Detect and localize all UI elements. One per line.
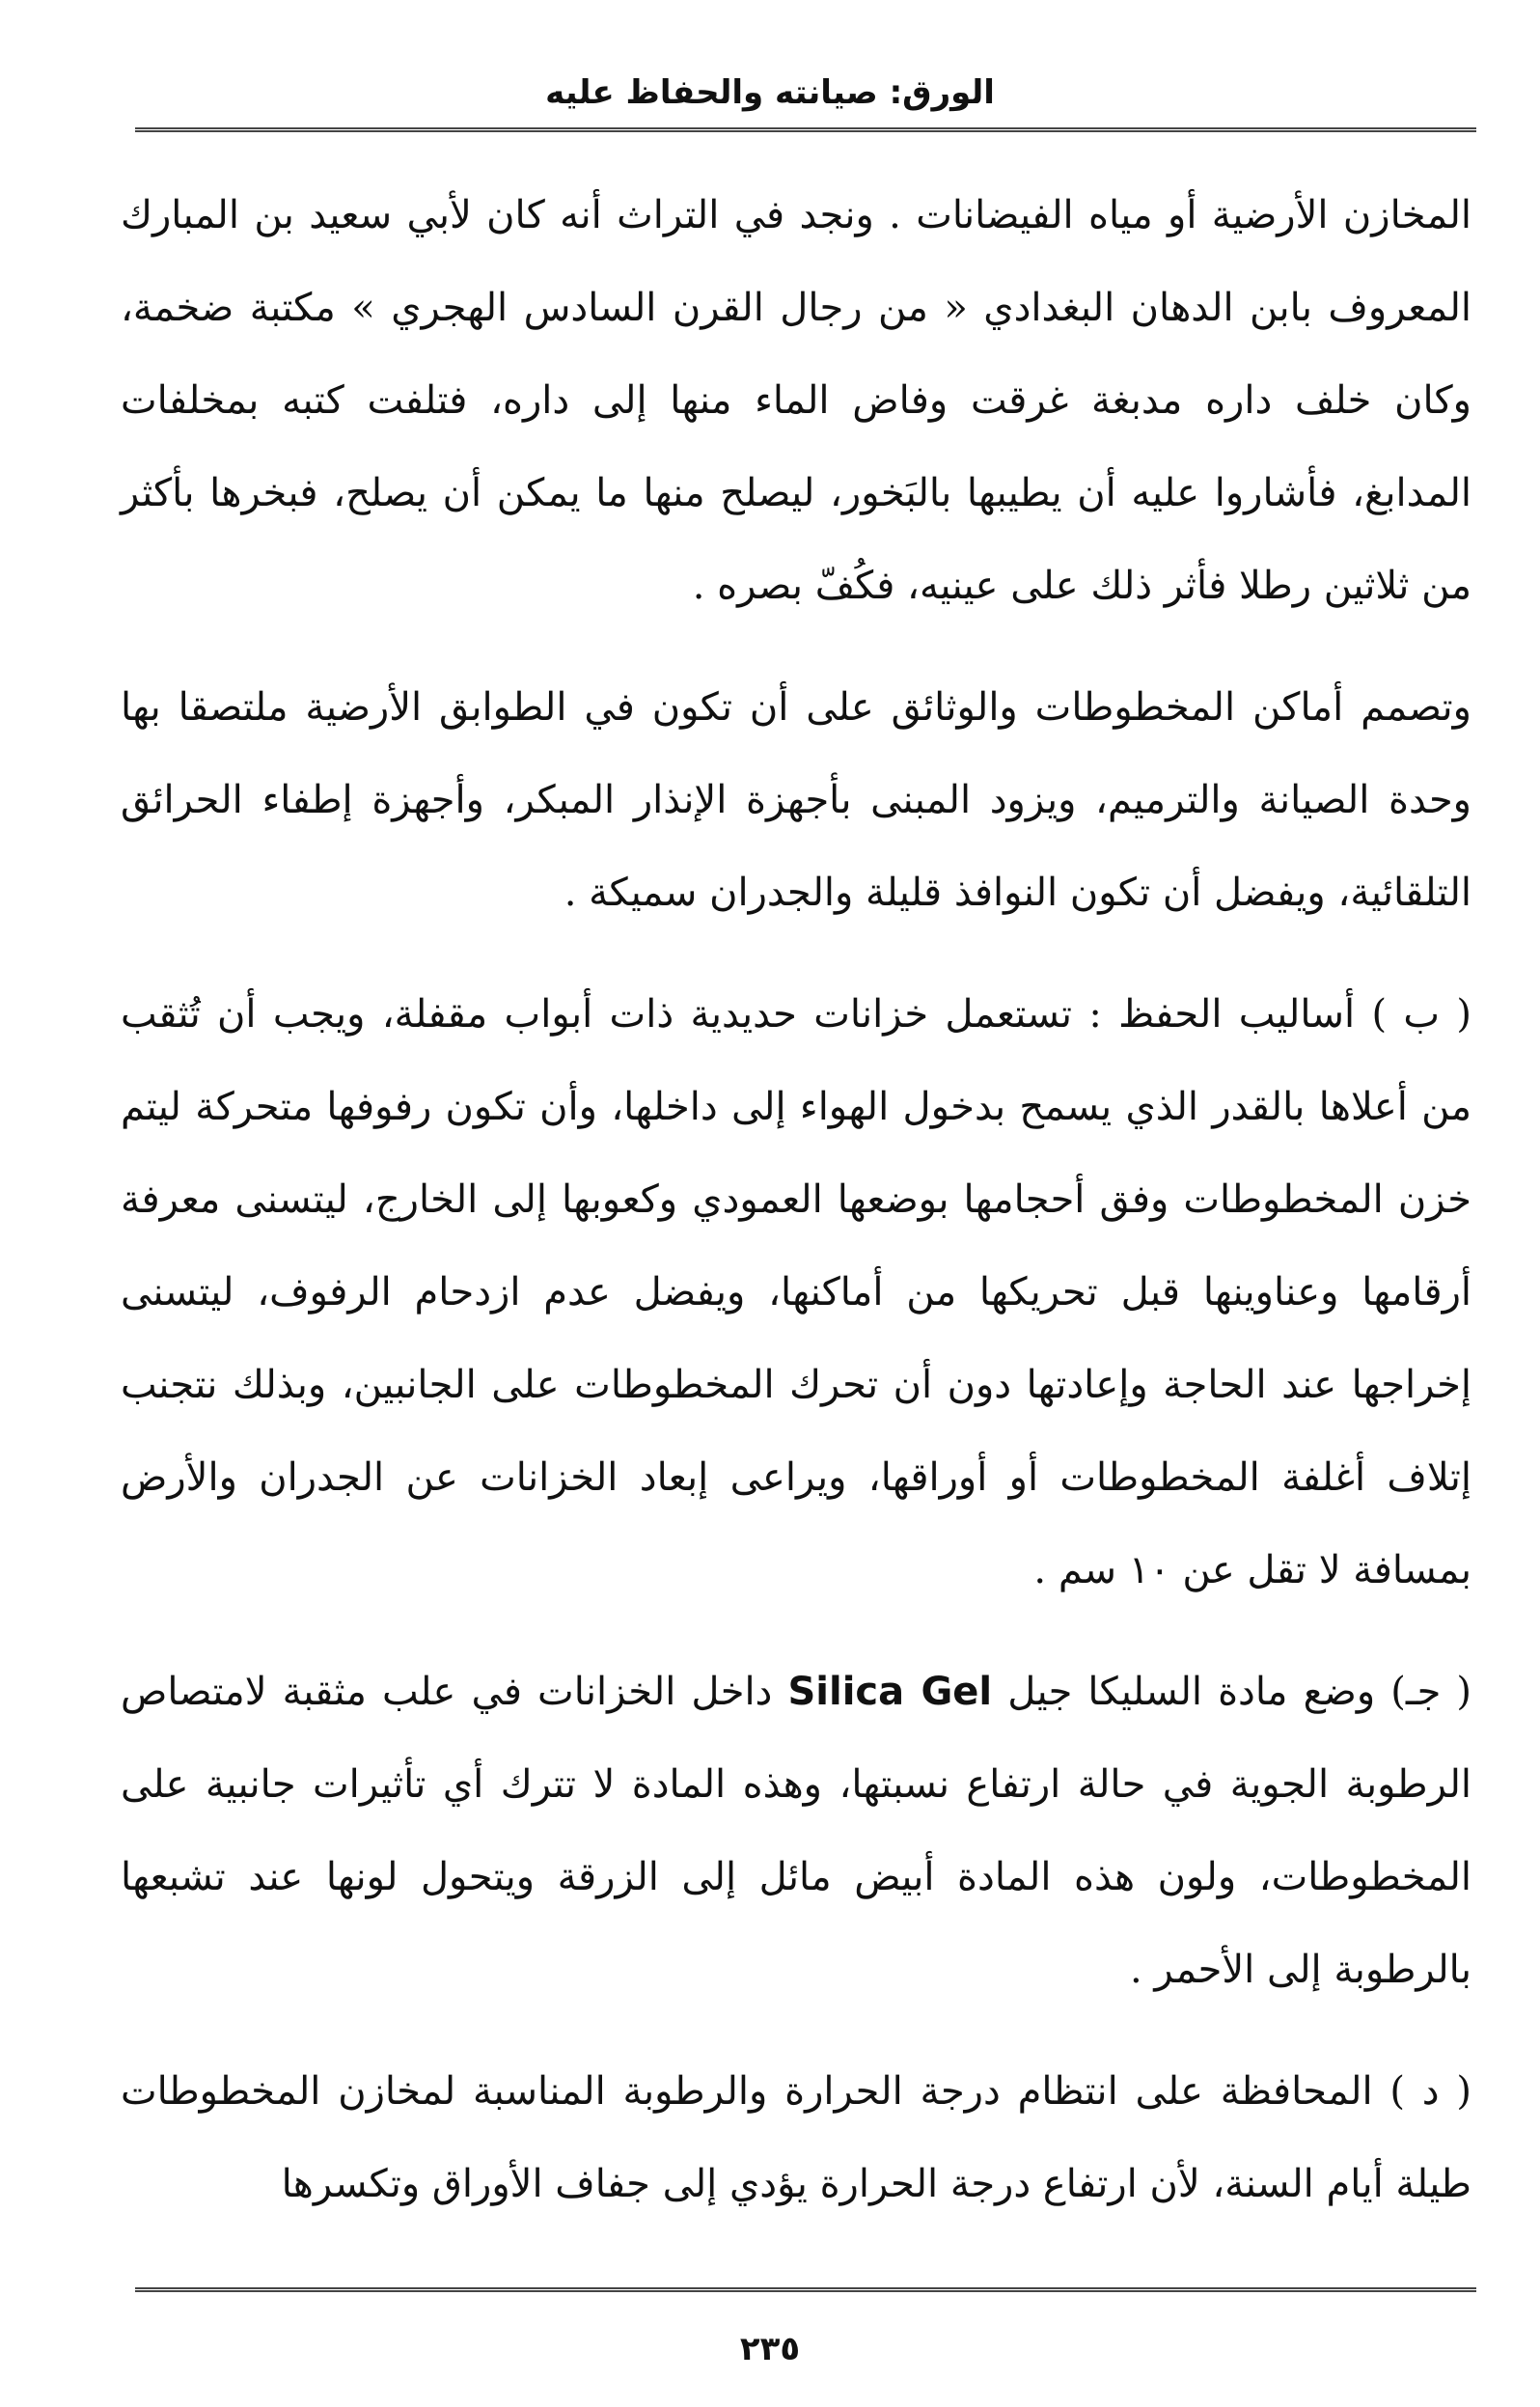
silica-gel-term: Silica Gel <box>787 1670 993 1714</box>
header-rule <box>135 127 1476 132</box>
list-item-d-temperature: ( د ) المحافظة على انتظام درجة الحرارة والرطوبة المناسبة لمخازن المخطوطات طيلة أيام السنة، لأن ارتفاع درجة الحرارة يؤدي إلى جفاف الأوراق وتكسرها <box>121 2069 1471 2206</box>
running-header: الورق: صيانته والحفاظ عليه <box>545 73 995 112</box>
silica-text-after: داخل الخزانات في علب مثقبة لامتصاص الرطوبة الجوية في حالة ارتفاع نسبتها، وهذه المادة لا تترك أي تأثيرات جانبية على المخطوطات، ولون هذه المادة أبيض مائل إلى الزرقة ويتحول لونها عند تشبعها بالرطوبة إلى الأحمر . <box>121 1670 1472 1992</box>
page-number: ٢٣٥ <box>739 2330 801 2368</box>
footer-rule <box>135 2287 1476 2292</box>
list-item-b-preservation-methods: ( ب ) أساليب الحفظ : تستعمل خزانات حديدية ذات أبواب مقفلة، ويجب أن تُثقب من أعلاها بالقدر الذي يسمح بدخول الهواء إلى داخلها، وأن تكون رفوفها متحركة ليتم خزن المخطوطات وفق أحجامها بوضعها العمودي وكعوبها إلى الخارج، ليتسنى معرفة أرقامها وعناوينها قبل تحريكها من أماكنها، ويفضل عدم ازدحام الرفوف، ليتسنى إخراجها عند الحاجة وإعادتها دون أن تحرك المخطوطات على الجانبين، وبذلك نتجنب إتلاف أغلفة المخطوطات أو أوراقها، ويراعى إبعاد الخزانات عن الجدران والأرض بمسافة لا تقل عن ١٠ سم . <box>121 992 1471 1592</box>
page-body <box>121 169 1471 2259</box>
list-item-c-silica-gel <box>121 1646 1471 2016</box>
silica-text-before: ( جـ) وضع مادة السليكا جيل <box>992 1670 1472 1714</box>
paragraph-storage-design: وتصمم أماكن المخطوطات والوثائق على أن تكون في الطوابق الأرضية ملتصقا بها وحدة الصيانة والترميم، ويزود المبنى بأجهزة الإنذار المبكر، وأجهزة إطفاء الحرائق التلقائية، ويفضل أن تكون النوافذ قليلة والجدران سميكة . <box>121 685 1471 915</box>
paragraph-ibn-dahhan: المخازن الأرضية أو مياه الفيضانات . ونجد في التراث أنه كان لأبي سعيد بن المبارك المعروف بابن الدهان البغدادي « من رجال القرن السادس الهجري » مكتبة ضخمة، وكان خلف داره مدبغة غرقت وفاض الماء منها إلى داره، فتلفت كتبه بمخلفات المدابغ، فأشاروا عليه أن يطيبها بالبَخور، ليصلح منها ما يمكن أن يصلح، فبخرها بأكثر من ثلاثين رطلا فأثر ذلك على عينيه، فكُفّ بصره . <box>121 193 1471 608</box>
